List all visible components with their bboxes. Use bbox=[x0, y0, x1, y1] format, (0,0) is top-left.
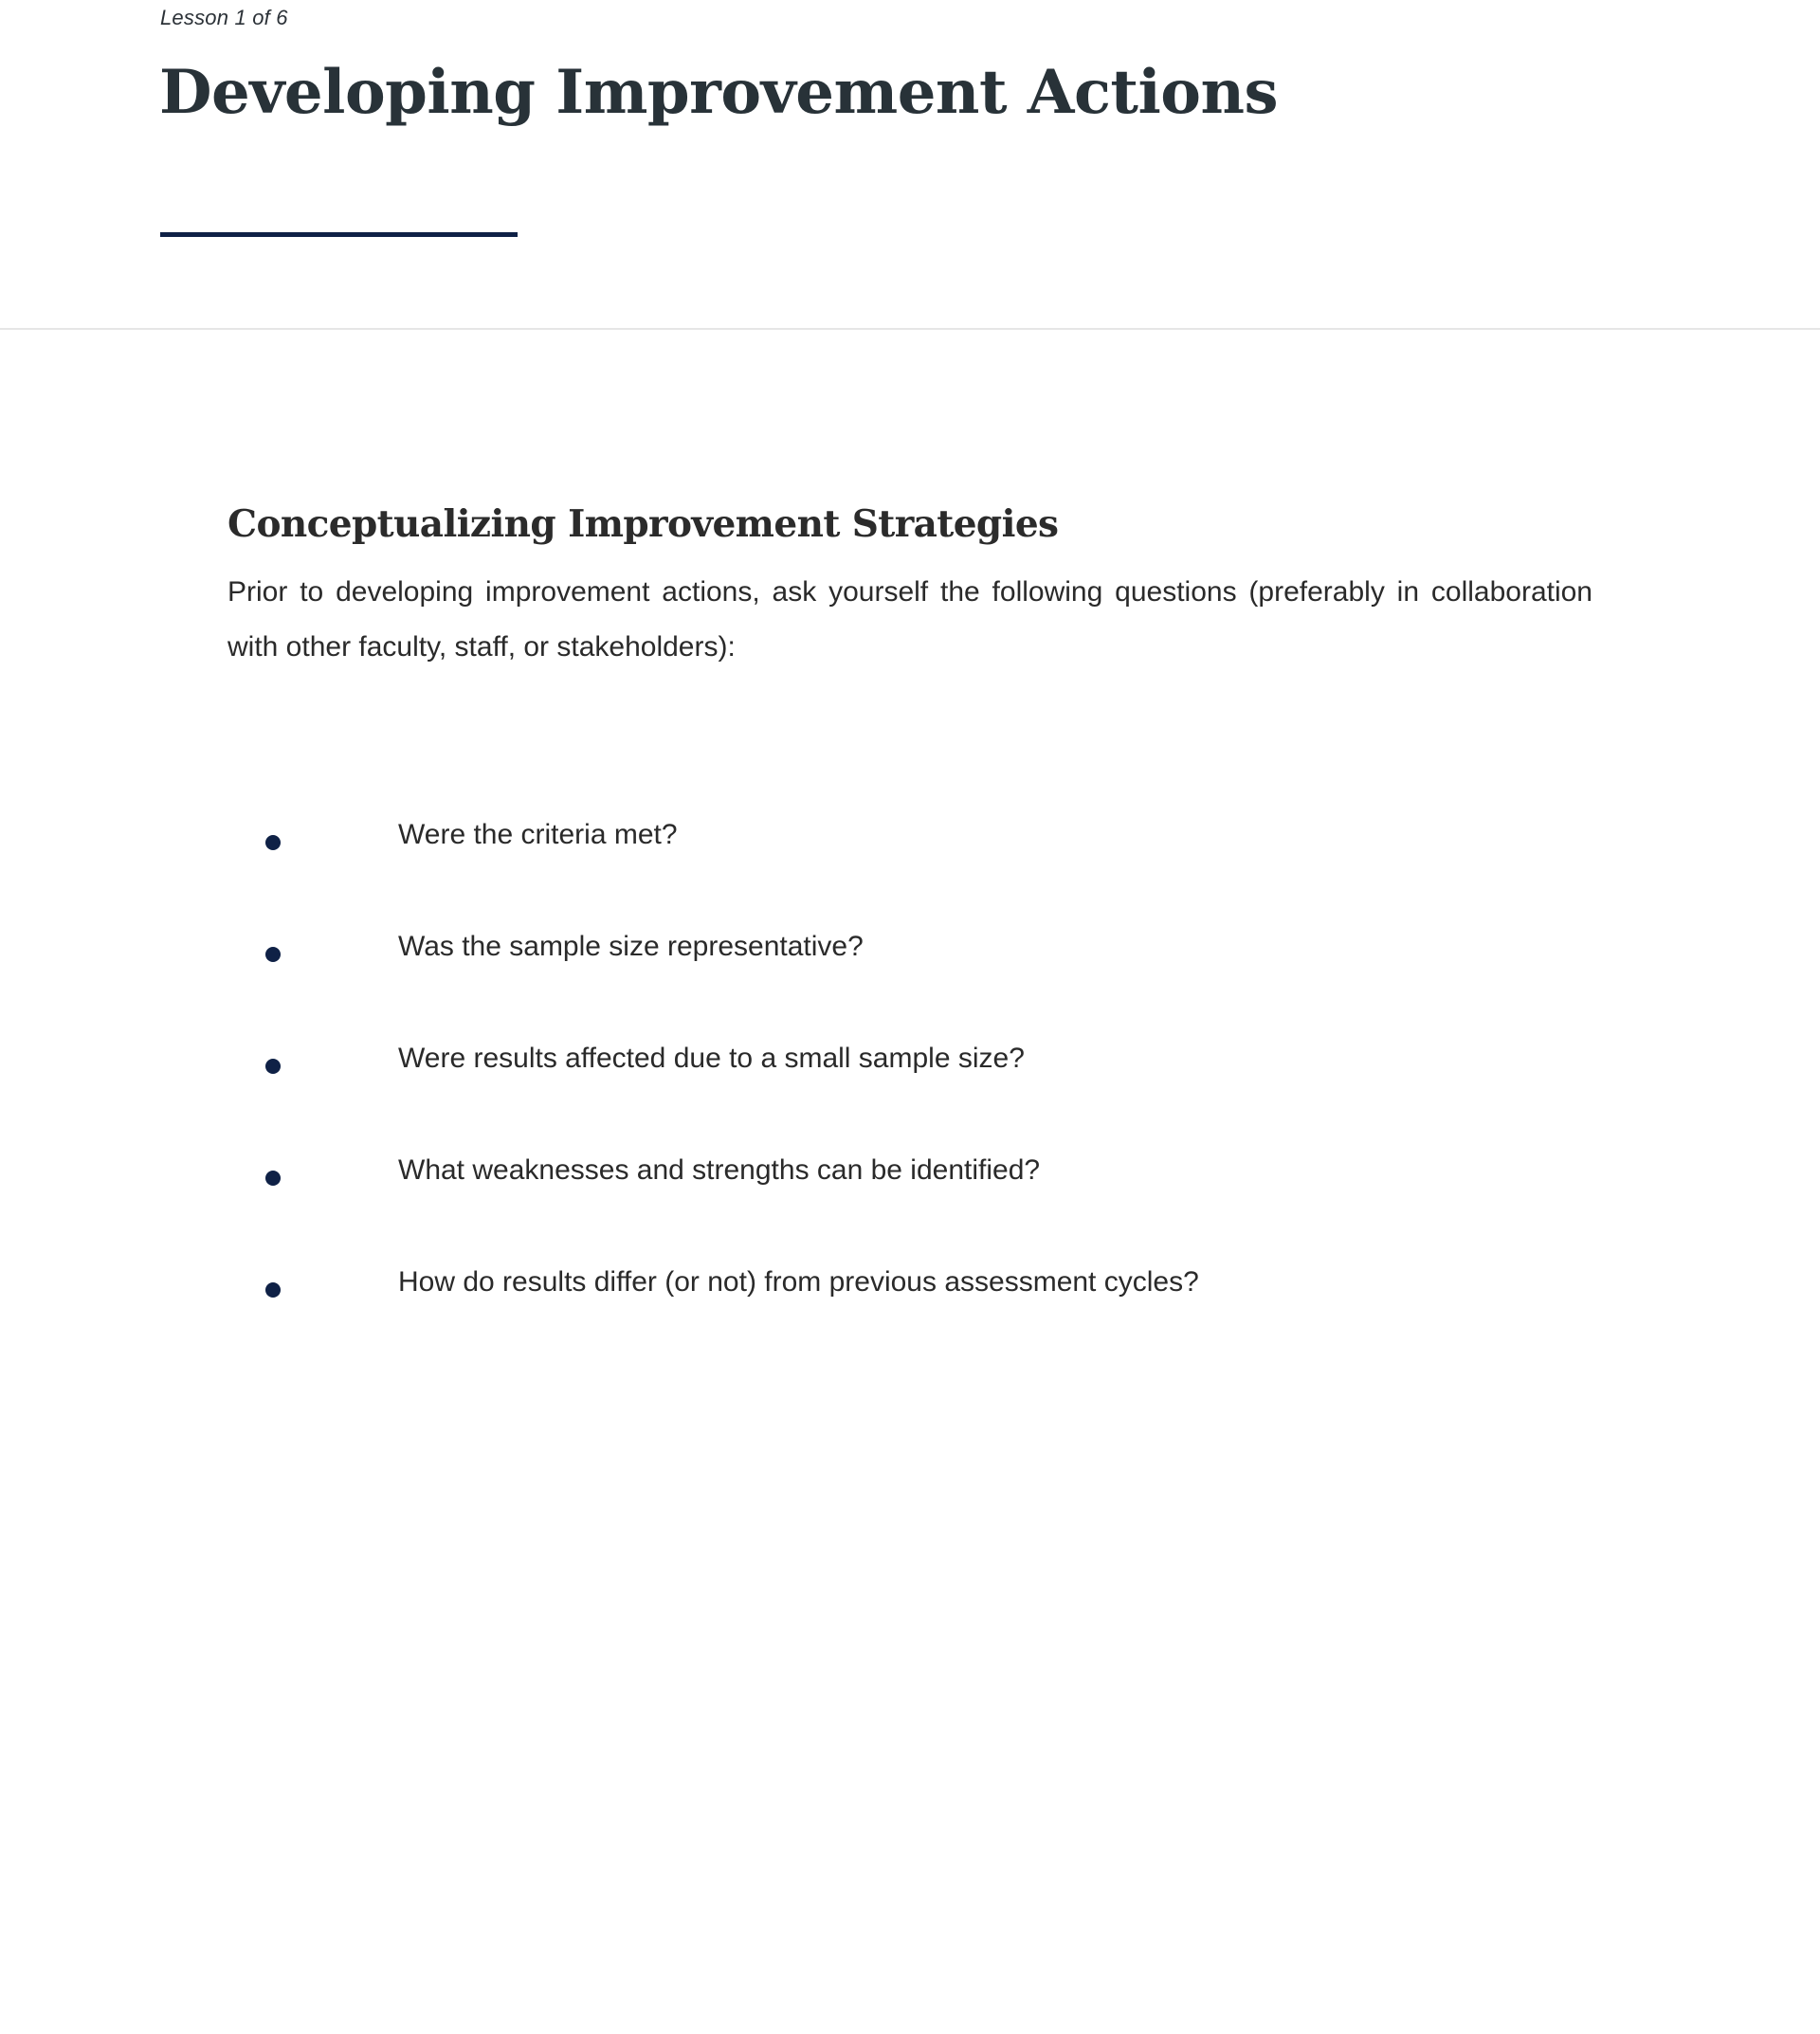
list-item bbox=[228, 1261, 1592, 1372]
bullet-icon bbox=[265, 1282, 281, 1298]
section-heading: Conceptualizing Improvement Strategies bbox=[228, 502, 1059, 546]
list-item bbox=[228, 925, 1592, 1037]
intro-paragraph: Prior to developing improvement actions, ask yourself the following questions (preferably in collaboration with other faculty, staff, or stakeholders): bbox=[228, 576, 1592, 663]
bullet-icon bbox=[265, 835, 281, 850]
lesson-counter: Lesson 1 of 6 bbox=[160, 6, 288, 29]
list-item bbox=[228, 813, 1592, 925]
question-text: What weaknesses and strengths can be identified? bbox=[398, 1154, 1041, 1186]
bullet-icon bbox=[265, 1171, 281, 1186]
list-item bbox=[228, 1037, 1592, 1149]
question-text: Were the criteria met? bbox=[398, 819, 678, 850]
content-block bbox=[228, 502, 1592, 675]
lesson-title: Developing Improvement Actions bbox=[159, 57, 1279, 128]
lesson-header bbox=[0, 0, 1820, 330]
question-text: How do results differ (or not) from previous assessment cycles? bbox=[398, 1266, 1199, 1298]
question-text: Were results affected due to a small sample size? bbox=[398, 1043, 1025, 1074]
title-underline bbox=[160, 232, 518, 237]
bullet-icon bbox=[265, 1059, 281, 1074]
bullet-icon bbox=[265, 947, 281, 962]
question-list bbox=[228, 813, 1592, 1372]
question-text: Was the sample size representative? bbox=[398, 931, 864, 962]
list-item bbox=[228, 1149, 1592, 1261]
